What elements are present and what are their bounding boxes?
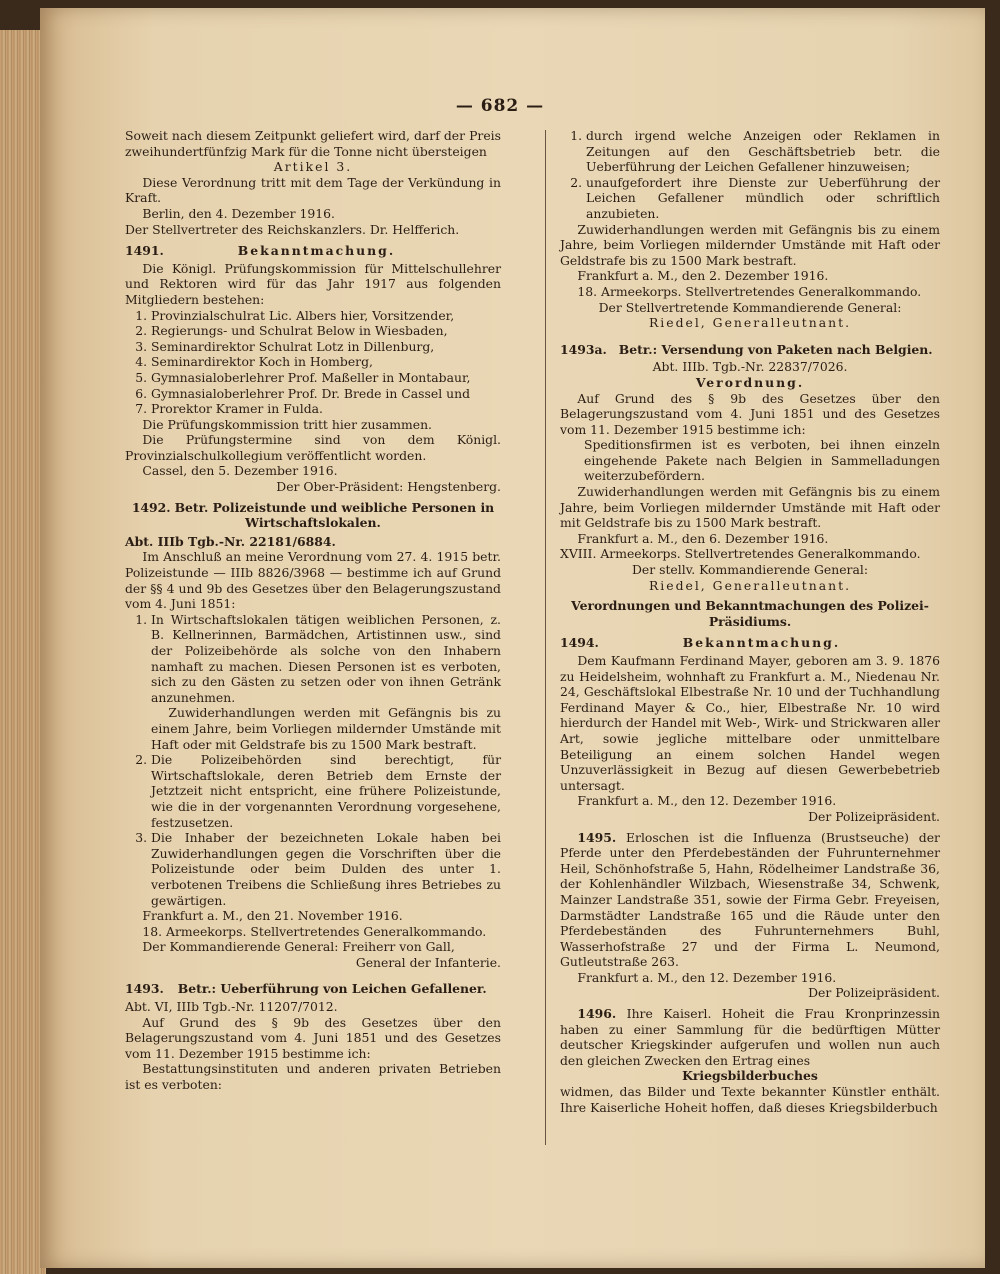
date-line: Cassel, den 5. Dezember 1916. xyxy=(142,463,338,479)
signature-line: Der stellv. Kommandierende General: xyxy=(631,562,869,578)
list-item xyxy=(151,612,501,752)
list-item: 3. Die Inhaber der bezeichneten Lokale haben bei Zuwiderhandlungen gegen die Vorschriften über die Polizeistunde oder beim Dulden des unter 1. verbotenen Treibens die Schließung ihres Betriebes zu gewärtigen. xyxy=(151,830,501,908)
notice-number: 1495. xyxy=(577,829,617,845)
notice-1493-intro: Auf Grund des § 9b des Gesetzes über den Belagerungszustand vom 4. Juni 1851 und des Gesetzes vom 11. Dezember 1915 bestimme ich: xyxy=(125,1014,501,1061)
list-item: 3. Seminardirektor Schulrat Lotz in Dillenburg, xyxy=(151,339,501,355)
list-item: 2. unaufgefordert ihre Dienste zur Ueberführung der Leichen Gefallener mündlich oder schriftlich anzubieten. xyxy=(586,175,940,222)
notice-1491-p2: Die Prüfungstermine sind von dem Königl. Provinzialschulkollegium veröffentlicht worden. xyxy=(125,432,501,463)
list-item: 4. Seminardirektor Koch in Homberg, xyxy=(151,354,501,370)
list-item: 1. durch irgend welche Anzeigen oder Reklamen in Zeitungen auf den Geschäftsbetrieb betr. die Ueberführung der Leichen Gefallener hinzuweisen; xyxy=(586,128,940,175)
notice-title: Betr.: Versendung von Paketen nach Belgien. xyxy=(618,341,933,357)
list-item-text: In Wirtschaftslokalen tätigen weiblichen Personen, z. B. Kellnerinnen, Barmädchen, Artistinnen usw., sind der Polizeibehörde als solche von den Inhabern namhaft zu machen. Diesen Personen ist es verboten, sich zu den Gästen zu setzen oder von ihnen Getränk anzunehmen. xyxy=(151,611,501,705)
ordinance-text-block xyxy=(560,437,940,484)
signature-line: Der Stellvertretende Kommandierende General: xyxy=(598,299,902,315)
notice-1496-text: Ihre Kaiserl. Hoheit die Frau Kronprinzessin haben zu einer Sammlung für die bedürftigen Mütter deutscher Kriegskinder aufgerufen und wollen nun auch den gleichen Zwecken den Ertrag eines xyxy=(560,1006,940,1068)
reference-number: Abt. VI, IIIb Tgb.-Nr. 11207/7012. xyxy=(125,999,338,1015)
notice-number: 1492. xyxy=(131,499,171,515)
ordinance-heading: Verordnung. xyxy=(695,374,805,390)
list-item: 7. Prorektor Kramer in Fulda. xyxy=(151,401,501,417)
article-text: Diese Verordnung tritt mit dem Tage der Verkündung in Kraft. xyxy=(125,174,501,206)
page-number: — 682 — xyxy=(455,96,545,116)
signature-line: Der Kommandierende General: Freiherr von Gall, xyxy=(142,939,455,955)
article-heading: Artikel 3. xyxy=(273,159,353,175)
penalty-text: Zuwiderhandlungen werden mit Gefängnis bis zu einem Jahre, beim Vorliegen mildernder Umstände mit Haft oder mit Geldstrafe bis zu 1500 Mark bestraft. xyxy=(560,484,940,531)
notice-1493a-intro: Auf Grund des § 9b des Gesetzes über den Belagerungszustand vom 4. Juni 1851 und des Gesetzes vom 11. Dezember 1915 bestimme ich: xyxy=(560,390,940,437)
notice-1494-text: Dem Kaufmann Ferdinand Mayer, geboren am 3. 9. 1876 zu Heidelsheim, wohnhaft zu Frankfurt a. M., Niedenau Nr. 24, Geschäftslokal Elbestraße Nr. 10 und der Tuchhandlung Ferdinand Mayer & Co., hier, Elbestraße Nr. 10 wird hierdurch der Handel mit Web-, Wirk- und Strickwaren aller Art, sowie jegliche mittelbare oder unmittelbare Beteiligung an einem solchen Handel wegen Unzuverlässigkeit in Bezug auf diesen Gewerbebetrieb untersagt. xyxy=(560,653,940,793)
notice-1492-intro: Im Anschluß an meine Verordnung vom 27. 4. 1915 betr. Polizeistunde — IIIb 8826/3968 — bestimme ich auf Grund der §§ 4 und 9b des Gesetzes über den Belagerungszustand vom 4. Juni 1851: xyxy=(125,549,501,612)
signature-line: Der Stellvertreter des Reichskanzlers. Dr. Helfferich. xyxy=(125,221,460,237)
notice-1493-header xyxy=(125,981,501,997)
reference-number: Abt. IIIb Tgb.-Nr. 22181/6884. xyxy=(125,533,336,549)
notice-1491-header xyxy=(125,243,501,259)
notice-1491-p1: Die Prüfungskommission tritt hier zusammen. xyxy=(142,416,432,432)
date-line: Frankfurt a. M., den 21. November 1916. xyxy=(142,908,403,924)
list-item: 2. Regierungs- und Schulrat Below in Wiesbaden, xyxy=(151,323,501,339)
left-column xyxy=(125,128,501,1093)
notice-title: Betr.: Ueberführung von Leichen Gefallener. xyxy=(177,981,487,997)
list-item: 2. Die Polizeibehörden sind berechtigt, für Wirtschaftslokale, deren Betrieb dem Ernste der Jetztzeit nicht entspricht, eine frühere Polizeistunde, wie die in der vorgenannten Verordnung vorgesehene, festzusetzen. xyxy=(151,752,501,830)
regulation-list xyxy=(125,612,501,908)
penalty-text: Zuwiderhandlungen werden mit Gefängnis bis zu einem Jahre, beim Vorliegen mildernder Umstände mit Haft oder mit Geldstrafe bis zu 1500 Mark bestraft. xyxy=(151,705,501,752)
corps-line: 18. Armeekorps. Stellvertretendes Generalkommando. xyxy=(142,923,487,939)
penalty-text: Zuwiderhandlungen werden mit Gefängnis bis zu einem Jahre, beim Vorliegen mildernder Umstände mit Haft oder Geldstrafe bis zu 1500 Mark bestraft. xyxy=(560,221,940,268)
prohibition-list xyxy=(560,128,940,222)
book-title: Kriegsbilderbuches xyxy=(682,1068,818,1084)
list-item: 1. Provinzialschulrat Lic. Albers hier, Vorsitzender, xyxy=(151,308,501,324)
right-column xyxy=(560,128,940,1115)
corps-line: 18. Armeekorps. Stellvertretendes Generalkommando. xyxy=(577,283,922,299)
notice-number: 1491. xyxy=(125,243,164,259)
signature-rank: General der Infanterie. xyxy=(355,954,501,970)
list-item: 6. Gymnasialoberlehrer Prof. Dr. Brede in Cassel und xyxy=(151,386,501,402)
notice-1495 xyxy=(560,830,940,970)
signature-line: Der Polizeipräsident. xyxy=(808,808,940,824)
signature-line: Der Ober-Präsident: Hengstenberg. xyxy=(276,479,501,495)
signature-rank: Riedel, Generalleutnant. xyxy=(648,577,852,593)
notice-title: Bekanntmachung. xyxy=(682,635,841,651)
list-item: 5. Gymnasialoberlehrer Prof. Maßeller in Montabaur, xyxy=(151,370,501,386)
notice-title: Betr. Polizeistunde und weibliche Personen in Wirtschaftslokalen. xyxy=(174,499,495,531)
notice-1495-text: Erloschen ist die Influenza (Brustseuche) der Pferde unter den Pferdebeständen der Fuhrunternehmer Heil, Schönhofstraße 5, Hahn, Rödelheimer Landstraße 36, der Kohlenhändler Wilzbach, Wiesenstraße 34, Schwenk, Mainzer Landstraße 351, sowie der Firma Gebr. Freyeisen, Darmstädter Landstraße 165 und die Räude unter den Pferdebeständen des Fuhrunternehmers Buhl, Wasserhofstraße 27 und der Firma L. Neumond, Gutleutstraße 263. xyxy=(560,829,940,970)
corps-line: XVIII. Armeekorps. Stellvertretendes Generalkommando. xyxy=(560,546,921,562)
section-heading: Verordnungen und Bekanntmachungen des Polizei-Präsidiums. xyxy=(571,598,929,629)
member-list xyxy=(125,308,501,417)
notice-1491-intro: Die Königl. Prüfungskommission für Mittelschullehrer und Rektoren wird für das Jahr 1917 aus folgenden Mitgliedern bestehen: xyxy=(125,260,501,307)
list-item: Speditionsfirmen ist es verboten, bei ihnen einzeln eingehende Pakete nach Belgien in Sammelladungen weiterzubefördern. xyxy=(584,437,940,484)
notice-1493-text: Bestattungsinstituten und anderen privaten Betrieben ist es verboten: xyxy=(125,1061,501,1093)
date-line: Frankfurt a. M., den 2. Dezember 1916. xyxy=(577,268,829,284)
notice-1493a-header xyxy=(560,342,940,358)
notice-1494-header xyxy=(560,635,940,651)
date-line: Frankfurt a. M., den 6. Dezember 1916. xyxy=(577,530,829,546)
notice-1496 xyxy=(560,1006,940,1068)
notice-1496-text-continued: widmen, das Bilder und Texte bekannter Künstler enthält. Ihre Kaiserliche Hoheit hoffen, daß dieses Kriegsbilderbuch xyxy=(560,1084,940,1115)
signature-line: Der Polizeipräsident. xyxy=(808,985,940,1001)
notice-number: 1494. xyxy=(560,635,599,651)
date-line: Frankfurt a. M., den 12. Dezember 1916. xyxy=(577,793,837,809)
intro-text: Soweit nach diesem Zeitpunkt geliefert wird, darf der Preis zweihundertfünfzig Mark für die Tonne nicht übersteigen xyxy=(125,128,501,159)
notice-1492-header xyxy=(125,500,501,531)
column-divider xyxy=(545,130,546,1145)
date-line: Frankfurt a. M., den 12. Dezember 1916. xyxy=(577,969,837,985)
notice-number: 1493. xyxy=(125,981,164,997)
date-line: Berlin, den 4. Dezember 1916. xyxy=(142,205,335,221)
notice-number: 1496. xyxy=(577,1006,617,1022)
reference-number: Abt. IIIb. Tgb.-Nr. 22837/7026. xyxy=(652,359,848,375)
notice-title: Bekanntmachung. xyxy=(237,243,396,259)
signature-rank: Riedel, Generalleutnant. xyxy=(648,315,852,331)
notice-number: 1493a. xyxy=(560,341,607,357)
